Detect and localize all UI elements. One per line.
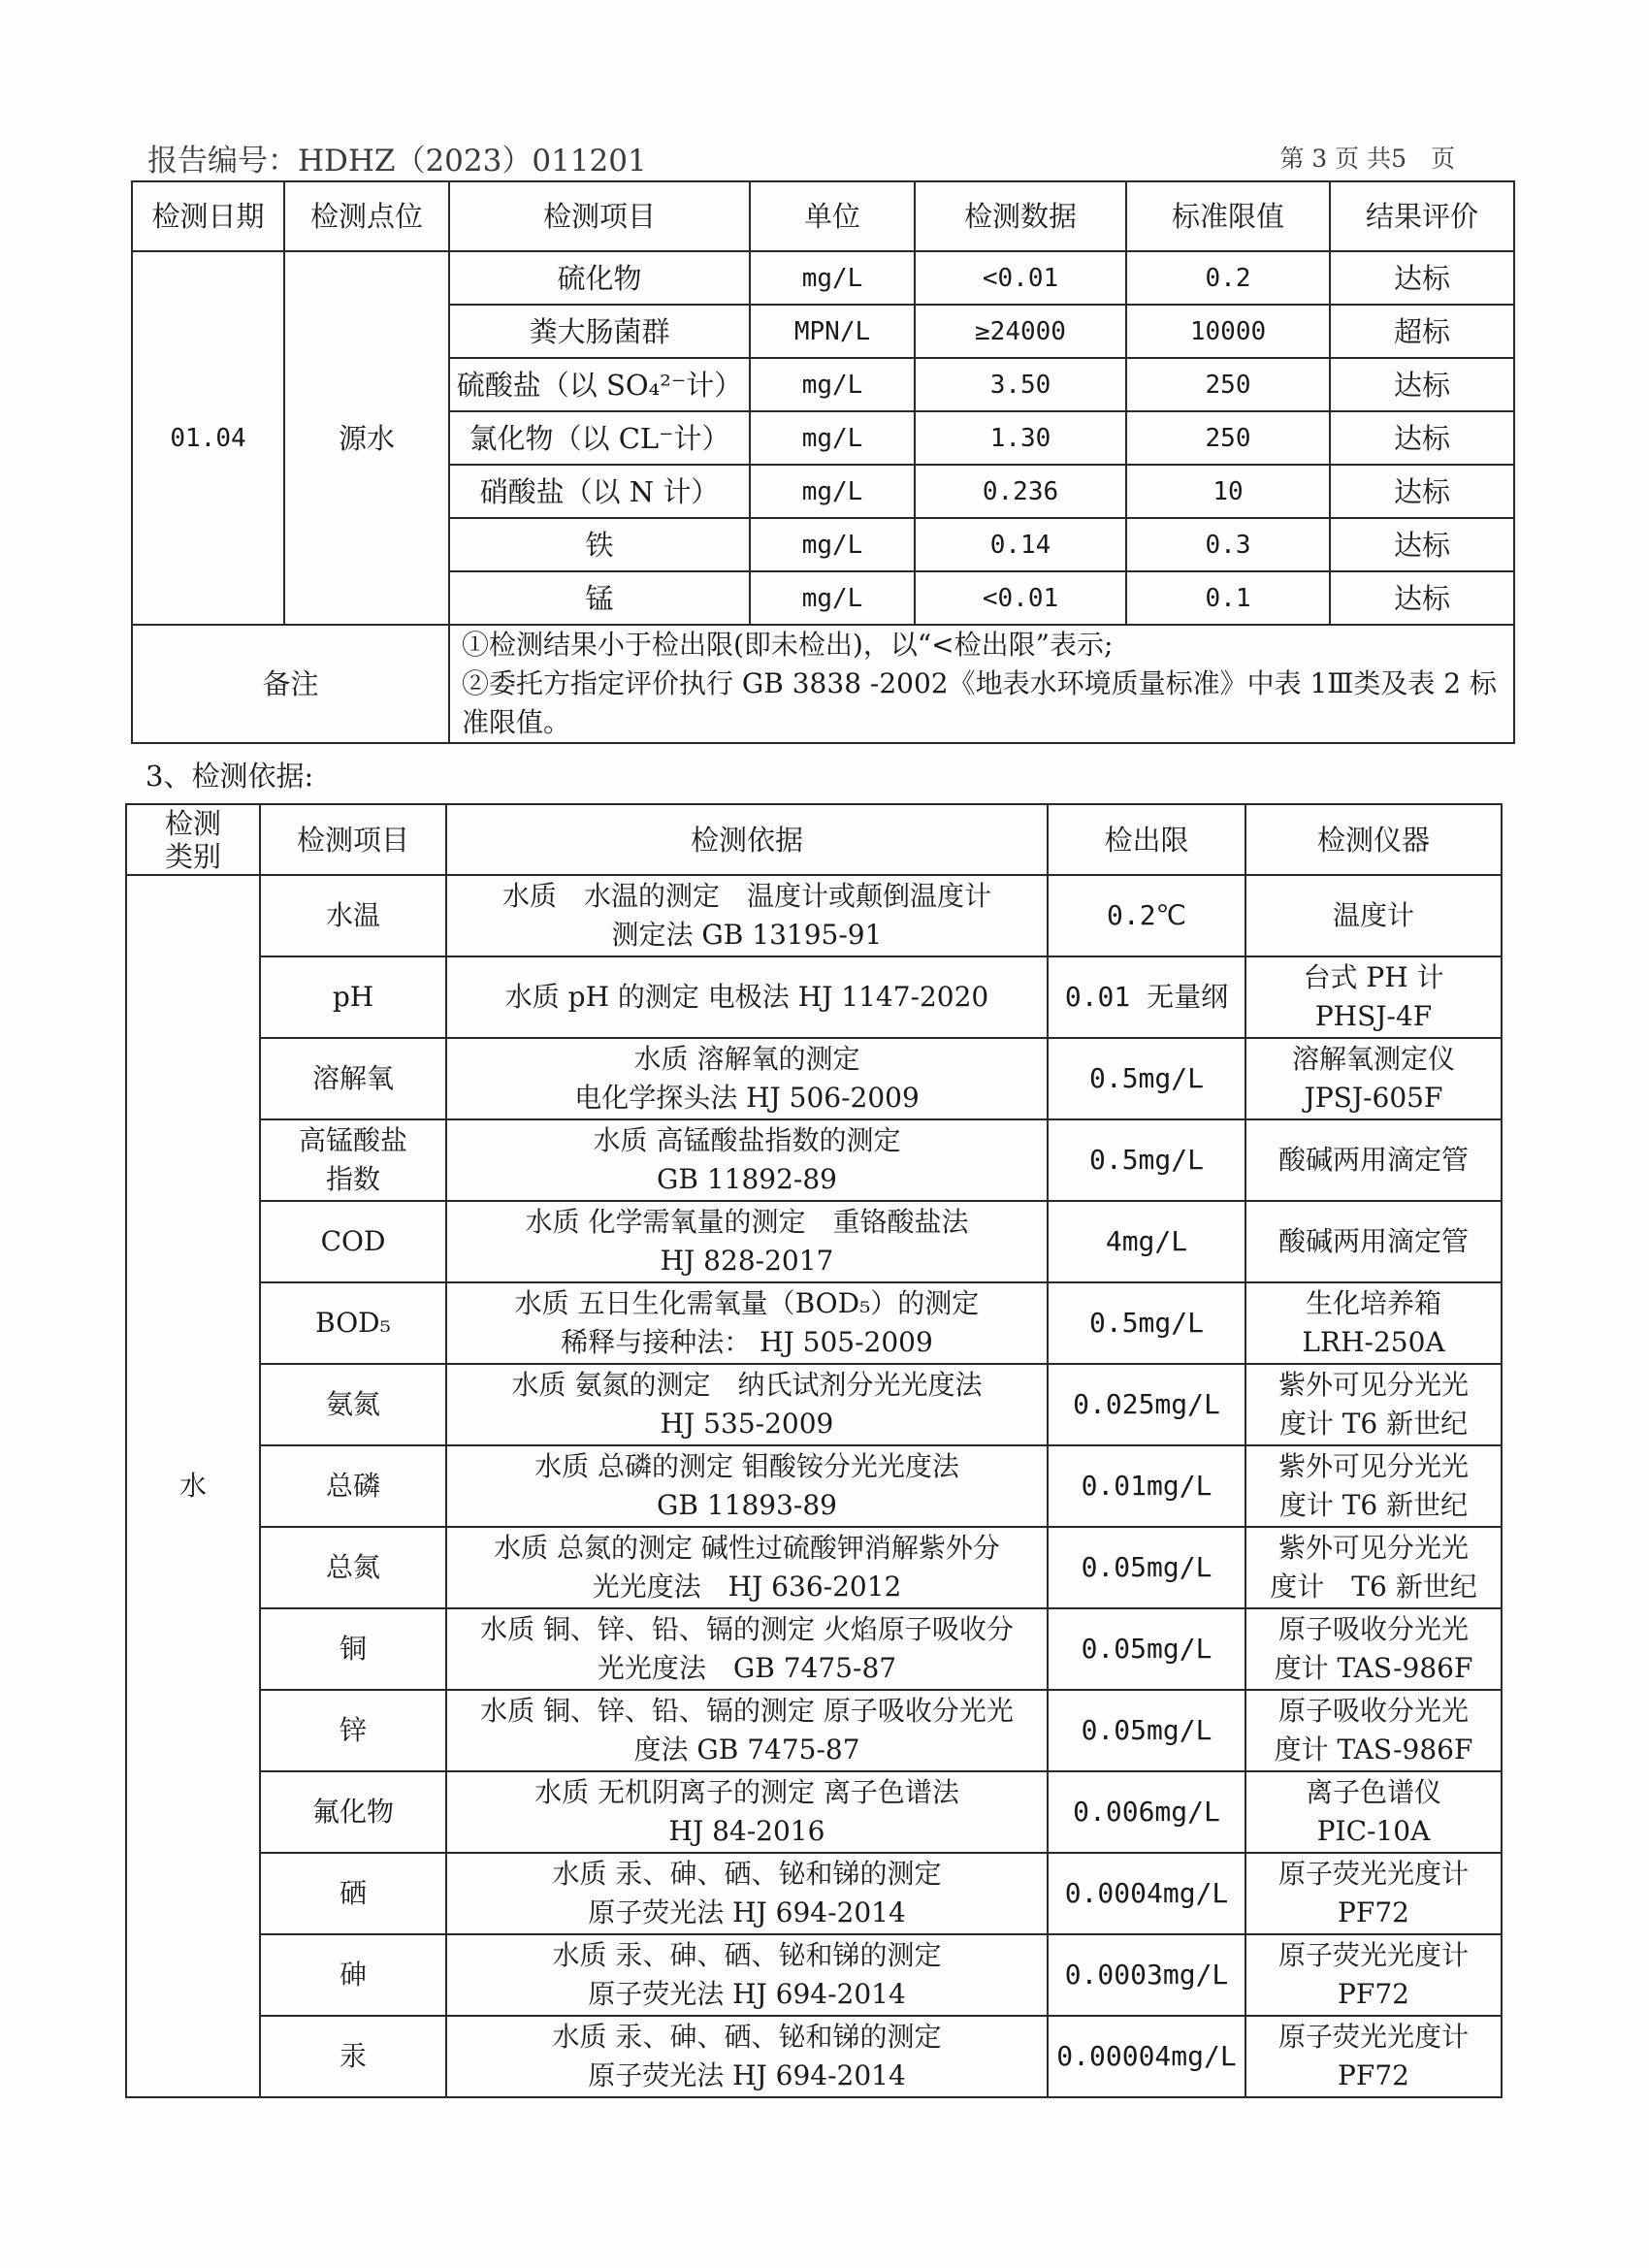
result-evaluation: 超标: [1330, 305, 1514, 358]
result-unit: mg/L: [750, 251, 915, 305]
basis-instrument: 原子吸收分光光 度计 TAS-986F: [1245, 1690, 1502, 1771]
col-header-item: 检测项目: [449, 181, 750, 251]
basis-detection-limit: 0.0004mg/L: [1048, 1853, 1245, 1934]
basis-method: 水质 五日生化需氧量（BOD₅）的测定 稀释与接种法： HJ 505-2009: [446, 1282, 1048, 1364]
basis-item: 水温: [260, 875, 446, 956]
result-evaluation: 达标: [1330, 358, 1514, 411]
basis-method: 水质 汞、砷、硒、铋和锑的测定 原子荧光法 HJ 694-2014: [446, 1853, 1048, 1934]
basis-instrument: 原子荧光光度计 PF72: [1245, 1853, 1502, 1934]
basis-row: [126, 1934, 1502, 2016]
result-value: <0.01: [915, 251, 1126, 305]
basis-method: 水质 溶解氧的测定 电化学探头法 HJ 506-2009: [446, 1038, 1048, 1119]
col-header-date: 检测日期: [132, 181, 284, 251]
result-unit: MPN/L: [750, 305, 915, 358]
basis-detection-limit: 0.5mg/L: [1048, 1282, 1245, 1364]
basis-method: 水质 化学需氧量的测定 重铬酸盐法 HJ 828-2017: [446, 1201, 1048, 1282]
basis-row: [126, 1282, 1502, 1364]
basis-detection-limit: 0.2℃: [1048, 875, 1245, 956]
result-value: 0.14: [915, 518, 1126, 571]
result-value: 0.236: [915, 465, 1126, 518]
basis-row: [126, 1608, 1502, 1690]
basis-method: 水质 氨氮的测定 纳氏试剂分光光度法 HJ 535-2009: [446, 1364, 1048, 1445]
result-item: 硝酸盐（以 N 计）: [449, 465, 750, 518]
basis-detection-limit: 0.01mg/L: [1048, 1445, 1245, 1527]
result-value: 3.50: [915, 358, 1126, 411]
basis-method: 水质 无机阴离子的测定 离子色谱法 HJ 84-2016: [446, 1771, 1048, 1853]
basis-method: 水质 铜、锌、铅、镉的测定 火焰原子吸收分 光光度法 GB 7475-87: [446, 1608, 1048, 1690]
col-header-limit: 标准限值: [1126, 181, 1330, 251]
results-table: [131, 180, 1515, 744]
basis-item: 总氮: [260, 1527, 446, 1608]
basis-row: [126, 1853, 1502, 1934]
col-header-location: 检测点位: [284, 181, 449, 251]
result-unit: mg/L: [750, 571, 915, 625]
result-evaluation: 达标: [1330, 465, 1514, 518]
basis-item: 砷: [260, 1934, 446, 2016]
basis-detection-limit: 4mg/L: [1048, 1201, 1245, 1282]
result-limit: 250: [1126, 411, 1330, 465]
basis-method: 水质 铜、锌、铅、镉的测定 原子吸收分光光 度法 GB 7475-87: [446, 1690, 1048, 1771]
basis-item: pH: [260, 956, 446, 1038]
basis-instrument: 紫外可见分光光 度计 T6 新世纪: [1245, 1445, 1502, 1527]
result-item: 粪大肠菌群: [449, 305, 750, 358]
basis-method: 水质 高锰酸盐指数的测定 GB 11892-89: [446, 1119, 1048, 1201]
basis-detection-limit: 0.5mg/L: [1048, 1038, 1245, 1119]
basis-item: 总磷: [260, 1445, 446, 1527]
test-location: 源水: [284, 251, 449, 625]
remark-line: ②委托方指定评价执行 GB 3838 -2002《地表水环境质量标准》中表 1Ⅲ类及表 2 标准限值。: [462, 667, 1497, 738]
basis-detection-limit: 0.05mg/L: [1048, 1608, 1245, 1690]
results-header-row: [132, 181, 1514, 251]
basis-detection-limit: 0.05mg/L: [1048, 1527, 1245, 1608]
col-header-category: 检测 类别: [126, 804, 260, 875]
remarks-text: [449, 625, 1514, 743]
remark-line: ①检测结果小于检出限(即未检出)，以“<检出限”表示;: [462, 629, 1114, 661]
basis-instrument: 紫外可见分光光 度计 T6 新世纪: [1245, 1527, 1502, 1608]
basis-row: [126, 2016, 1502, 2097]
basis-detection-limit: 0.05mg/L: [1048, 1690, 1245, 1771]
basis-method: 水质 水温的测定 温度计或颠倒温度计 测定法 GB 13195-91: [446, 875, 1048, 956]
col-header-detection-limit: 检出限: [1048, 804, 1245, 875]
result-unit: mg/L: [750, 358, 915, 411]
basis-detection-limit: 0.006mg/L: [1048, 1771, 1245, 1853]
basis-instrument: 原子荧光光度计 PF72: [1245, 2016, 1502, 2097]
basis-instrument: 酸碱两用滴定管: [1245, 1119, 1502, 1201]
basis-row: [126, 1201, 1502, 1282]
basis-item: 溶解氧: [260, 1038, 446, 1119]
result-limit: 0.3: [1126, 518, 1330, 571]
result-item: 硫酸盐（以 SO₄²⁻计）: [449, 358, 750, 411]
result-evaluation: 达标: [1330, 411, 1514, 465]
basis-detection-limit: 0.00004mg/L: [1048, 2016, 1245, 2097]
seal-stamp: [1591, 1057, 1630, 1300]
result-value: ≥24000: [915, 305, 1126, 358]
basis-row: [126, 875, 1502, 956]
result-limit: 250: [1126, 358, 1330, 411]
section-title: 3、检测依据:: [146, 760, 314, 793]
basis-instrument: 台式 PH 计 PHSJ-4F: [1245, 956, 1502, 1038]
basis-row: [126, 1527, 1502, 1608]
result-limit: 0.1: [1126, 571, 1330, 625]
result-unit: mg/L: [750, 465, 915, 518]
basis-instrument: 离子色谱仪 PIC-10A: [1245, 1771, 1502, 1853]
result-item: 铁: [449, 518, 750, 571]
result-value: <0.01: [915, 571, 1126, 625]
result-limit: 10000: [1126, 305, 1330, 358]
basis-row: [126, 1690, 1502, 1771]
basis-instrument: 原子荧光光度计 PF72: [1245, 1934, 1502, 2016]
result-row: [132, 251, 1514, 305]
basis-row: [126, 1364, 1502, 1445]
page-info: 第 3 页 共5 页: [1279, 145, 1455, 173]
basis-item: 汞: [260, 2016, 446, 2097]
col-header-test-item: 检测项目: [260, 804, 446, 875]
basis-item: BOD₅: [260, 1282, 446, 1364]
basis-method: 水质 汞、砷、硒、铋和锑的测定 原子荧光法 HJ 694-2014: [446, 2016, 1048, 2097]
basis-item: 锌: [260, 1690, 446, 1771]
basis-instrument: 生化培养箱 LRH-250A: [1245, 1282, 1502, 1364]
col-header-basis: 检测依据: [446, 804, 1048, 875]
page-header: [146, 136, 1455, 178]
result-unit: mg/L: [750, 518, 915, 571]
basis-instrument: 紫外可见分光光 度计 T6 新世纪: [1245, 1364, 1502, 1445]
basis-method: 水质 汞、砷、硒、铋和锑的测定 原子荧光法 HJ 694-2014: [446, 1934, 1048, 2016]
basis-item: 硒: [260, 1853, 446, 1934]
basis-detection-limit: 0.025mg/L: [1048, 1364, 1245, 1445]
basis-header-row: [126, 804, 1502, 875]
remarks-label: 备注: [132, 625, 449, 743]
basis-detection-limit: 0.5mg/L: [1048, 1119, 1245, 1201]
test-category: 水: [126, 875, 260, 2097]
basis-row: [126, 1038, 1502, 1119]
result-item: 硫化物: [449, 251, 750, 305]
remarks-row: [132, 625, 1514, 743]
test-date: 01.04: [132, 251, 284, 625]
basis-row: [126, 1119, 1502, 1201]
basis-detection-limit: 0.01 无量纲: [1048, 956, 1245, 1038]
col-header-instrument: 检测仪器: [1245, 804, 1502, 875]
basis-item: COD: [260, 1201, 446, 1282]
basis-row: [126, 1445, 1502, 1527]
col-header-unit: 单位: [750, 181, 915, 251]
result-unit: mg/L: [750, 411, 915, 465]
result-limit: 0.2: [1126, 251, 1330, 305]
col-header-result: 结果评价: [1330, 181, 1514, 251]
basis-item: 铜: [260, 1608, 446, 1690]
basis-instrument: 酸碱两用滴定管: [1245, 1201, 1502, 1282]
basis-item: 氟化物: [260, 1771, 446, 1853]
basis-item: 高锰酸盐 指数: [260, 1119, 446, 1201]
basis-instrument: 温度计: [1245, 875, 1502, 956]
basis-instrument: 溶解氧测定仪 JPSJ-605F: [1245, 1038, 1502, 1119]
basis-row: [126, 956, 1502, 1038]
result-evaluation: 达标: [1330, 251, 1514, 305]
result-value: 1.30: [915, 411, 1126, 465]
result-evaluation: 达标: [1330, 518, 1514, 571]
result-limit: 10: [1126, 465, 1330, 518]
basis-method: 水质 pH 的测定 电极法 HJ 1147-2020: [446, 956, 1048, 1038]
basis-method: 水质 总磷的测定 钼酸铵分光光度法 GB 11893-89: [446, 1445, 1048, 1527]
result-item: 氯化物（以 CL⁻计）: [449, 411, 750, 465]
basis-detection-limit: 0.0003mg/L: [1048, 1934, 1245, 2016]
result-evaluation: 达标: [1330, 571, 1514, 625]
basis-row: [126, 1771, 1502, 1853]
basis-table: [125, 803, 1503, 2098]
col-header-value: 检测数据: [915, 181, 1126, 251]
basis-method: 水质 总氮的测定 碱性过硫酸钾消解紫外分 光光度法 HJ 636-2012: [446, 1527, 1048, 1608]
basis-item: 氨氮: [260, 1364, 446, 1445]
basis-instrument: 原子吸收分光光 度计 TAS-986F: [1245, 1608, 1502, 1690]
report-number: 报告编号：HDHZ（2023）011201: [147, 144, 647, 178]
result-item: 锰: [449, 571, 750, 625]
